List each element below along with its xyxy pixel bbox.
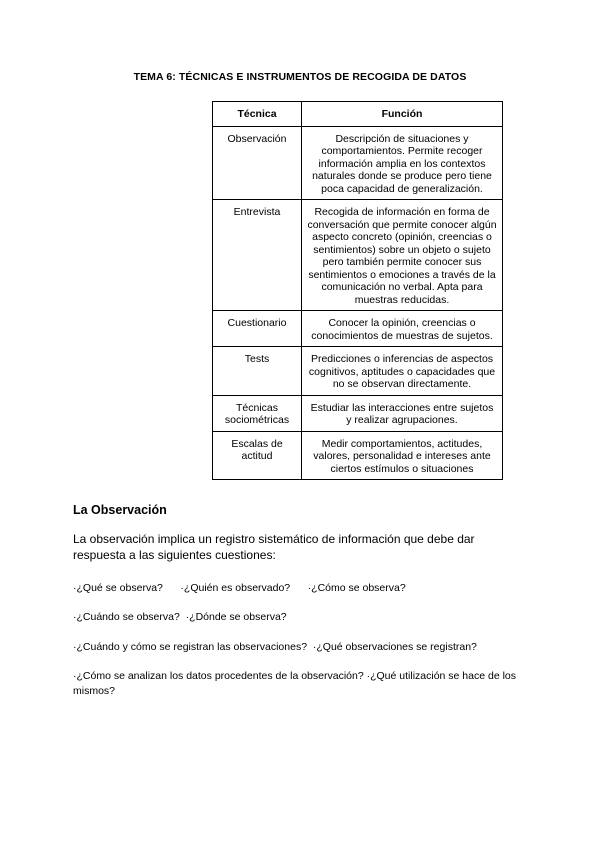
question-text: ·¿Qué observaciones se registran? bbox=[312, 641, 477, 653]
intro-paragraph: La observación implica un registro sistemático de información que debe dar respuesta a las siguientes cuestiones: bbox=[73, 532, 475, 562]
cell-funcion: Recogida de información en forma de conversación que permite conocer algún aspecto concreto (opinión, creencias o sentimientos) sobre un objeto o sujeto pero también permite conocer sus sentimientos o emociones a través de la comunicación no verbal. Apta para muestras reducidas. bbox=[302, 200, 503, 311]
table-row bbox=[213, 126, 503, 200]
table-row bbox=[213, 311, 503, 347]
column-header-tecnica: Técnica bbox=[213, 102, 302, 127]
question-text: ·¿Qué utilización se hace de los mismos? bbox=[73, 670, 517, 697]
cell-tecnica: Escalas de actitud bbox=[213, 431, 302, 480]
question-line bbox=[73, 610, 533, 625]
document-title: TEMA 6: TÉCNICAS E INSTRUMENTOS DE RECOGIDA DE DATOS bbox=[133, 71, 467, 83]
cell-tecnica: Cuestionario bbox=[213, 311, 302, 347]
question-text: ·¿Cuándo y cómo se registran las observaciones? bbox=[73, 641, 308, 653]
question-text: ·¿Qué se observa? bbox=[73, 582, 163, 594]
cell-tecnica: Técnicas sociométricas bbox=[213, 395, 302, 431]
cell-funcion: Predicciones o inferencias de aspectos cognitivos, aptitudes o capacidades que no se observan directamente. bbox=[302, 347, 503, 396]
cell-funcion: Descripción de situaciones y comportamientos. Permite recoger información amplia en los contextos naturales donde se produce pero tiene poca capacidad de generalización. bbox=[302, 126, 503, 200]
cell-funcion: Estudiar las interacciones entre sujetos y realizar agrupaciones. bbox=[302, 395, 503, 431]
question-text: ·¿Dónde se observa? bbox=[185, 611, 287, 623]
question-text: ·¿Cuándo se observa? bbox=[73, 611, 180, 623]
cell-tecnica: Observación bbox=[213, 126, 302, 200]
question-text: ·¿Cómo se analizan los datos procedentes de la observación? bbox=[73, 670, 364, 682]
cell-tecnica: Entrevista bbox=[213, 200, 302, 311]
table-row bbox=[213, 347, 503, 396]
table-row bbox=[213, 431, 503, 480]
question-line bbox=[73, 640, 533, 655]
table-row bbox=[213, 200, 503, 311]
cell-funcion: Medir comportamientos, actitudes, valores, personalidad e intereses ante ciertos estímulos o situaciones bbox=[302, 431, 503, 480]
techniques-table bbox=[212, 101, 503, 480]
question-text: ·¿Cómo se observa? bbox=[307, 582, 406, 594]
question-line bbox=[73, 669, 533, 699]
table-row bbox=[213, 395, 503, 431]
cell-tecnica: Tests bbox=[213, 347, 302, 396]
section-heading: La Observación bbox=[73, 503, 167, 517]
question-text: ·¿Quién es observado? bbox=[180, 582, 291, 594]
cell-funcion: Conocer la opinión, creencias o conocimientos de muestras de sujetos. bbox=[302, 311, 503, 347]
column-header-funcion: Función bbox=[302, 102, 503, 127]
table-header-row bbox=[213, 102, 503, 127]
question-line bbox=[73, 581, 533, 596]
